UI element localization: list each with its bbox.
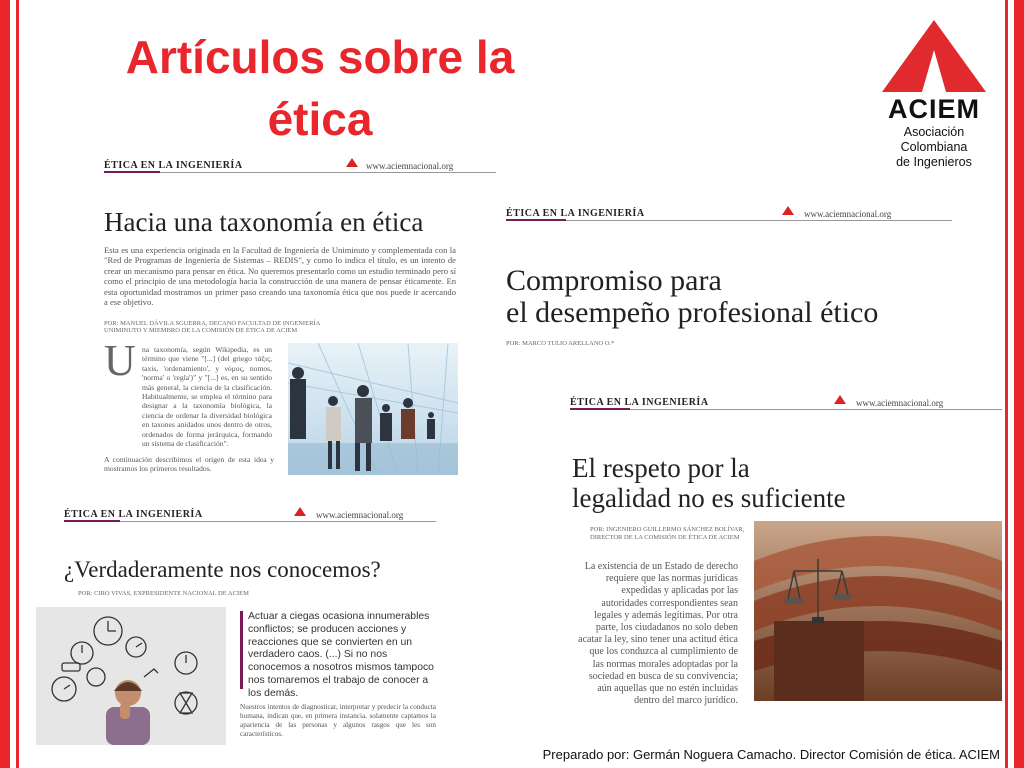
article-conocemos [34,505,444,745]
article-compromiso [504,203,954,353]
article-url: www.aciemnacional.org [856,398,944,408]
photo-business-people-walking [288,343,458,475]
photo-courtroom-scales [754,521,1002,701]
article-legalidad [566,393,1004,705]
left-red-rule [16,0,19,768]
logo-name: ACIEM [888,94,980,124]
drop-cap: U [104,336,136,385]
article-url: www.aciemnacional.org [316,510,404,520]
kicker-rule [630,409,1002,410]
article-kicker: ÉTICA EN LA INGENIERÍA [104,160,243,171]
kicker-underline [570,408,630,410]
aciem-mini-icon [346,158,358,167]
article-byline: POR: MARCO TULIO ARELLANO O.* [506,340,615,347]
logo-subtitle-2: de Ingenieros [896,155,972,169]
kicker-underline [506,219,566,221]
article-url: www.aciemnacional.org [366,161,454,171]
article-byline: POR: CIRO VIVAS, EXPRESIDENTE NACIONAL DE ACIEM [78,590,249,597]
article-headline: ¿Verdaderamente nos conocemos? [64,557,381,582]
aciem-mini-icon [294,507,306,516]
article-headline [572,453,846,513]
slide-title [80,26,560,150]
photo-man-thinking-clocks [36,607,226,745]
quote-bar [240,611,243,689]
article-body-end: A continuación describimos el origen de esta idea y mostramos los primeros resultados. [104,455,274,474]
aciem-triangle-icon [882,20,986,92]
article-byline-1: POR: INGENIERO GUILLERMO SÁNCHEZ BOLÍVAR, [590,526,745,533]
article-kicker: ÉTICA EN LA INGENIERÍA [570,397,709,408]
kicker-underline [64,520,120,522]
article-headline: Hacia una taxonomía en ética [104,207,424,237]
right-red-rule [1005,0,1008,768]
left-red-border [0,0,10,768]
article-body: na taxonomía, según Wikipedia, es un término que viene "[...] (del griego τάξις, taxis, 'ordenamiento', y νόμος, nomos, 'norma' o 'regla')" y "[...] es, en su sentido más general, la ciencia de la clasificación. Habitualmente, se emplea el término para designar a la taxonomía biológica, la ciencia de ordenar la diversidad biológica en taxones anidados unos dentro de otros, ordenados de forma jerárquica, formando un sistema de clasificación". [142,345,272,449]
aciem-logo [874,20,994,170]
article-body: Nuestros intentos de diagnosticar, interpretar y predecir la conducta humana, indican que, en primera instancia, solamente captamos la apariencia de las personas y algunos rasgos que les son característicos. [240,703,436,738]
kicker-rule [566,220,952,221]
kicker-underline [104,171,160,173]
headline-line2: legalidad no es suficiente [572,483,846,513]
headline-line1: Compromiso para [506,264,722,297]
article-byline: POR: MANUEL DÁVILA SGUERRA, DECANO FACULTAD DE INGENIERÍA UNIMINUTO Y MIEMBRO DE LA COMISIÓN DE ÉTICA DE ACIEM [104,320,320,334]
article-lead: Esta es una experiencia originada en la Facultad de Ingeniería de Uniminuto y complementada con la "Red de Programas de Ingeniería de Sistemas – REDIS", y como lo indica el título, es un intento de crear un mecanismo para pensar en ética. No queremos presentarlo como un estudio terminado pero sí como el principio de una metodología hacia la construcción de una manera de pensar éticamente. En esta oportunidad mostramos un primer paso creando una taxonomía ética que nos puede ir acercando a ese objetivo. [104,245,456,308]
kicker-rule [120,521,436,522]
footer-credit: Preparado por: Germán Noguera Camacho. Director Comisión de ética. ACIEM [542,747,1000,762]
article-headline [506,265,878,329]
article-taxonomia [100,155,500,485]
headline-line2: el desempeño profesional ético [506,296,879,329]
headline-line1: El respeto por la [572,453,750,483]
article-body: La existencia de un Estado de derecho requiere que las normas jurídicas expedidas y aplicadas por las autoridades correspondientes sean legales y además legítimas. Por otra parte, los ciudadanos no solo deben acatar la ley, sino tener una actitud ética que los conduzca al cumplimiento de las normas morales adoptadas por la sociedad en busca de su convivencia; aún aquellas que no estén incluidas dentro del marco jurídico. [578,561,738,707]
article-byline-2: DIRECTOR DE LA COMISIÓN DE ÉTICA DE ACIEM [590,534,740,541]
aciem-mini-icon [782,206,794,215]
article-url: www.aciemnacional.org [804,209,892,219]
aciem-mini-icon [834,395,846,404]
article-kicker: ÉTICA EN LA INGENIERÍA [64,509,203,520]
slide-title-line1: Artículos sobre la [125,31,515,83]
article-pullquote: Actuar a ciegas ocasiona innumerables conflictos; se producen acciones y reacciones que se convierten en un verdadero caos. (...) Si no nos conocemos a nosotros mismos tampoco nos tomaremos el trabajo de conocer a los demás. [248,611,434,699]
slide-title-line2: ética [267,93,373,145]
article-kicker: ÉTICA EN LA INGENIERÍA [506,208,645,219]
kicker-rule [160,172,496,173]
right-red-border [1014,0,1024,768]
logo-subtitle-1: Asociación Colombiana [900,125,968,154]
